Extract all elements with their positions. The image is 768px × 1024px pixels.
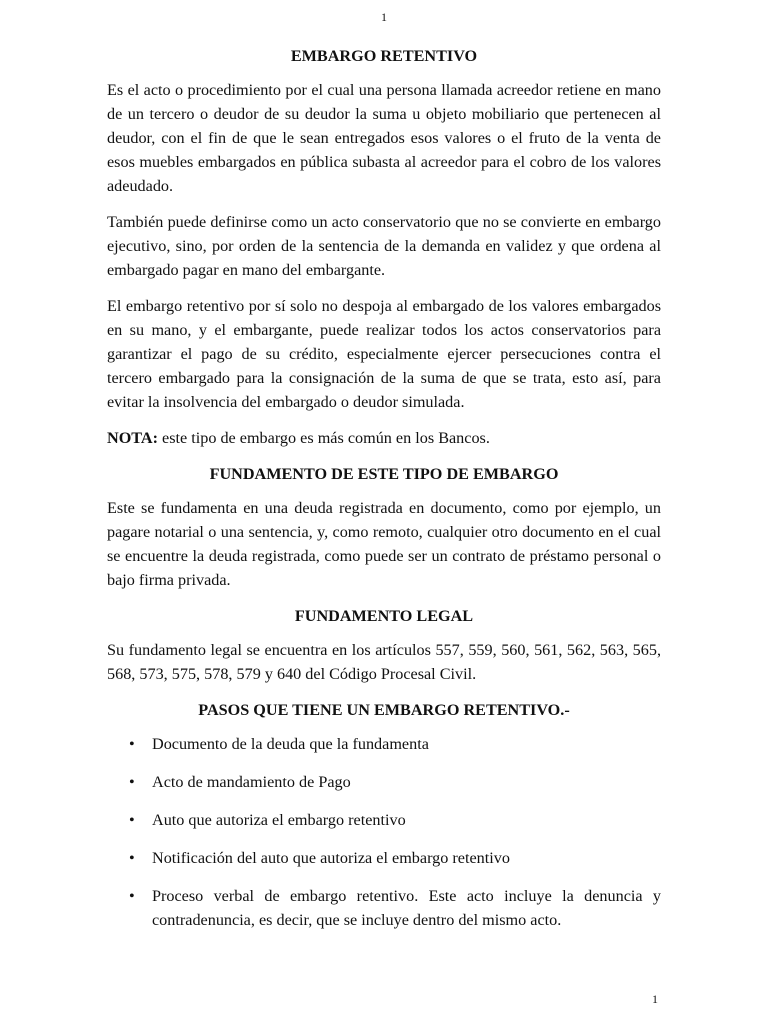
paragraph-legal: Su fundamento legal se encuentra en los artículos 557, 559, 560, 561, 562, 563, 565, 568, 573, 575, 578, 579 y 640 del Código Procesal Civil. xyxy=(107,641,661,683)
section-heading-legal: FUNDAMENTO LEGAL xyxy=(294,607,474,625)
paragraph-definition: Es el acto o procedimiento por el cual una persona llamada acreedor retiene en mano de un tercero o deudor de su deudor la suma u objeto mobiliario que pertenecen al deudor, con el fin de que le sean entregados esos valores o el fruto de la venta de esos muebles embargados en pública subasta al acreedor para el cobro de los valores adeudado. xyxy=(107,81,661,195)
note-label: NOTA: xyxy=(107,429,158,447)
header-page-number: 1 xyxy=(381,10,387,24)
note-paragraph xyxy=(107,426,661,450)
paragraph-conservatory: También puede definirse como un acto conservatorio que no se convierte en embargo ejecutivo, sino, por orden de la sentencia de la demanda en validez y que ordena al embargado pagar en mano del embargante. xyxy=(107,213,661,279)
section-heading-pasos: PASOS QUE TIENE UN EMBARGO RETENTIVO.- xyxy=(198,701,570,719)
list-item xyxy=(107,732,661,756)
paragraph-effects: El embargo retentivo por sí solo no despoja al embargado de los valores embargados en su mano, y el embargante, puede realizar todos los actos conservatorios para garantizar el pago de su crédito, especialmente ejercer persecuciones contra el tercero embargado para la consignación de la suma de que se trata, esto así, para evitar la insolvencia del embargado o deudor simulada. xyxy=(107,297,661,411)
footer-page-number: 1 xyxy=(652,992,658,1006)
bullet-icon: • xyxy=(129,811,135,829)
bullet-icon: • xyxy=(129,849,135,867)
step-text: Proceso verbal de embargo retentivo. Este acto incluye la denuncia y contradenuncia, es decir, que se incluye dentro del mismo acto. xyxy=(152,887,661,929)
list-item xyxy=(107,770,661,794)
bullet-icon: • xyxy=(129,887,135,905)
document-title: EMBARGO RETENTIVO xyxy=(290,47,478,65)
step-text: Acto de mandamiento de Pago xyxy=(152,773,351,791)
steps-list xyxy=(107,732,661,932)
step-text: Notificación del auto que autoriza el embargo retentivo xyxy=(152,849,510,867)
bullet-icon: • xyxy=(129,773,135,791)
paragraph-fundamento: Este se fundamenta en una deuda registrada en documento, como por ejemplo, un pagare notarial o una sentencia, y, como remoto, cualquier otro documento en el cual se encuentre la deuda registrada, como puede ser un contrato de préstamo personal o bajo firma privada. xyxy=(107,499,661,589)
step-text: Documento de la deuda que la fundamenta xyxy=(152,735,429,753)
list-item xyxy=(107,884,661,932)
bullet-icon: • xyxy=(129,735,135,753)
document-body xyxy=(107,44,661,946)
note-text: este tipo de embargo es más común en los Bancos. xyxy=(157,429,490,447)
list-item xyxy=(107,846,661,870)
list-item xyxy=(107,808,661,832)
step-text: Auto que autoriza el embargo retentivo xyxy=(152,811,406,829)
section-heading-fundamento: FUNDAMENTO DE ESTE TIPO DE EMBARGO xyxy=(209,465,559,483)
